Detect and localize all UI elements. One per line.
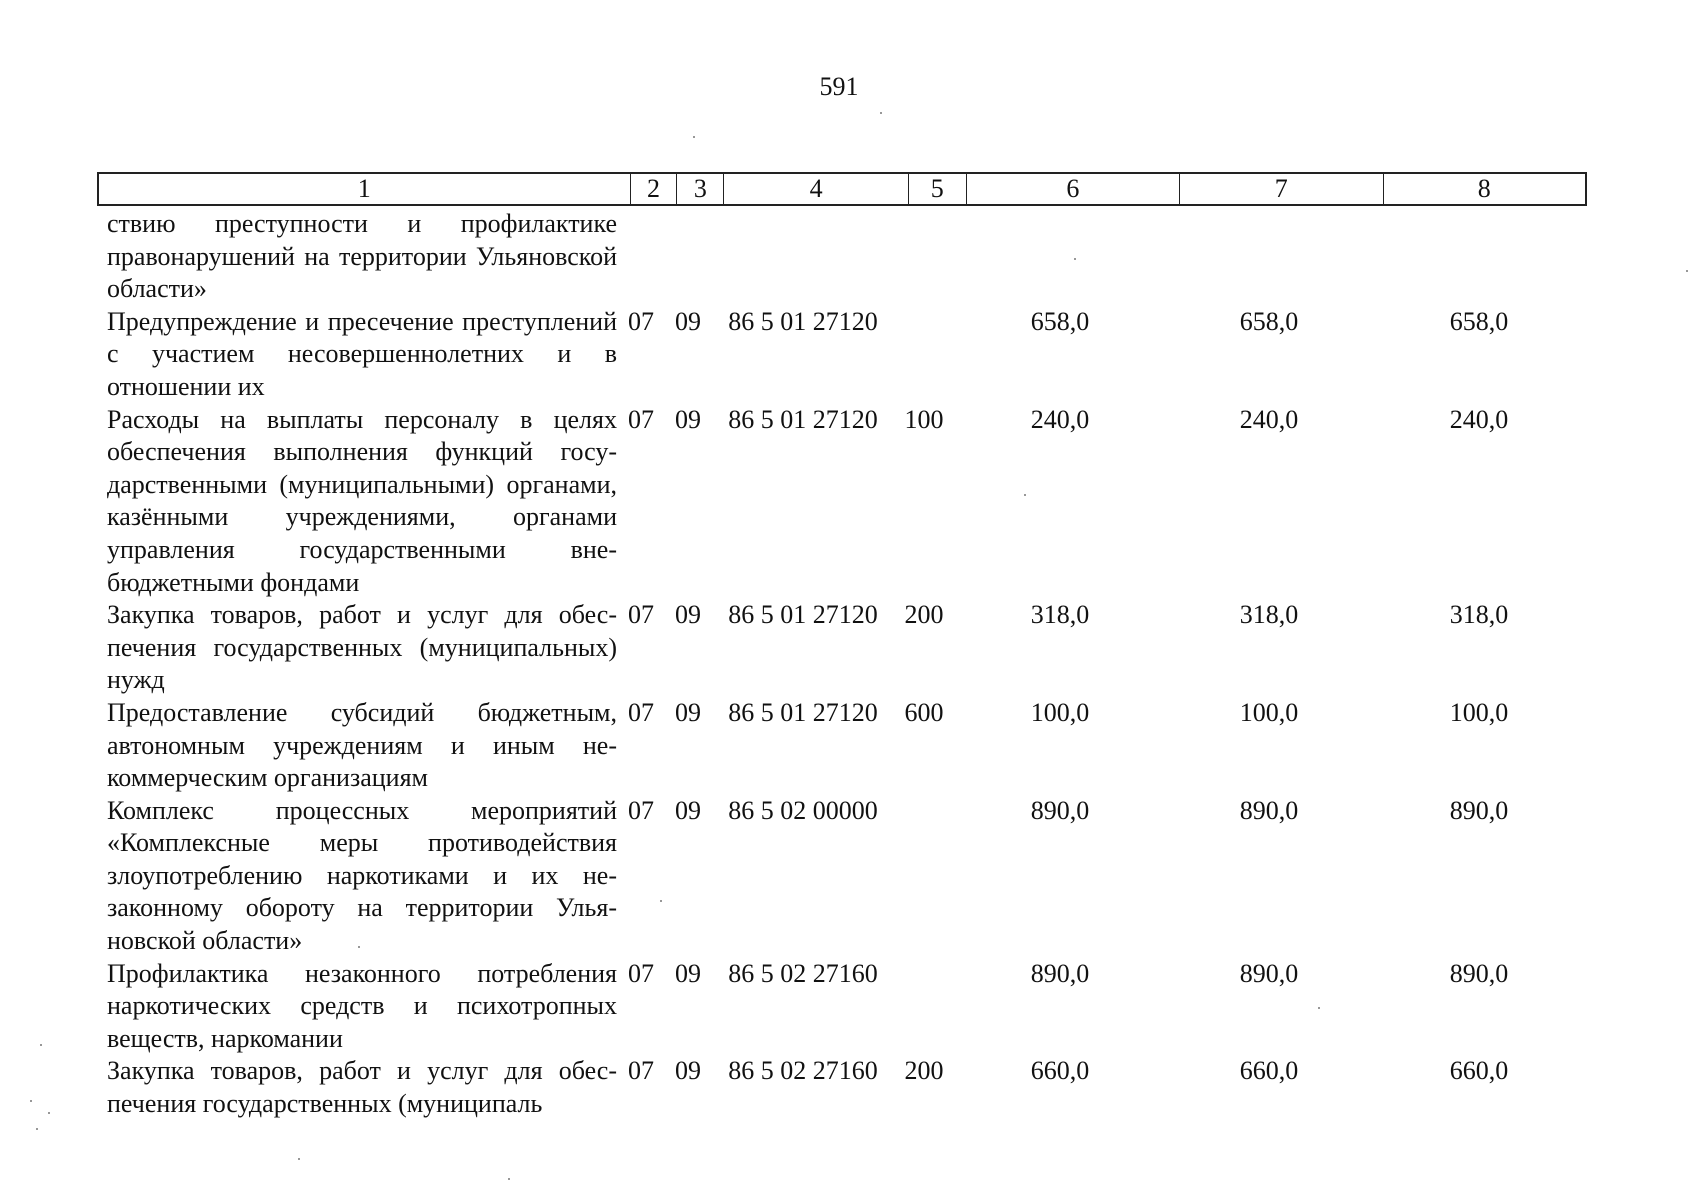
subsection-code: 09 <box>675 1056 701 1086</box>
expense-type-code <box>895 958 953 1056</box>
row-description: Комплекс процессных мероприятий «Комплексные меры противодействия злоупотреблению наркотиками и их незаконному обороту на территории Ульяновской области» <box>107 795 617 956</box>
amount-column-6: 318,0 <box>1030 600 1090 630</box>
expense-type-code <box>895 208 953 306</box>
scan-speck <box>693 136 695 138</box>
expense-type-code: 100 <box>904 404 944 434</box>
amount-column-6: 890,0 <box>1030 958 1090 988</box>
scan-speck <box>660 900 662 902</box>
subsection-code <box>665 208 711 306</box>
section-code: 07 <box>628 1056 654 1086</box>
amount-column-7: 660,0 <box>1239 1056 1299 1086</box>
section-code: 07 <box>628 958 654 988</box>
header-cell-5: 5 <box>909 174 967 204</box>
target-article-code: 86 5 01 27120 <box>728 306 878 336</box>
amount-column-7: 100,0 <box>1239 697 1299 727</box>
scan-speck <box>358 946 360 948</box>
page-number: 591 <box>819 72 859 101</box>
amount-column-6: 890,0 <box>1030 795 1090 825</box>
scan-speck <box>1074 258 1076 260</box>
column-number-header <box>97 172 1587 206</box>
subsection-code: 09 <box>675 958 701 988</box>
table-row <box>97 208 1587 306</box>
amount-column-7: 890,0 <box>1239 958 1299 988</box>
scan-speck <box>298 1158 300 1160</box>
scan-speck <box>1318 1007 1320 1009</box>
row-description: ствию преступности и профилактике правонарушений на территории Ульяновской области» <box>107 209 617 304</box>
row-description: Предоставление субсидий бюджетным, автономным учреждениям и иным некоммерческим организациям <box>107 697 617 793</box>
header-cell-4: 4 <box>724 174 909 204</box>
amount-column-7: 240,0 <box>1239 404 1299 434</box>
target-article-code: 86 5 02 27160 <box>728 1056 878 1086</box>
table-row <box>97 599 1587 697</box>
amount-column-8: 240,0 <box>1449 404 1509 434</box>
section-code <box>617 208 665 306</box>
row-description: Предупреждение и пресечение преступлений с участием несовершеннолетних и в отношении их <box>107 306 617 401</box>
table-row <box>97 404 1587 600</box>
subsection-code: 09 <box>675 697 701 727</box>
section-code: 07 <box>628 697 654 727</box>
header-cell-1: 1 <box>99 174 631 204</box>
section-code: 07 <box>628 795 654 825</box>
amount-column-6: 660,0 <box>1030 1056 1090 1086</box>
amount-column-6 <box>953 208 1167 306</box>
amount-column-8: 890,0 <box>1449 795 1509 825</box>
amount-column-8 <box>1371 208 1587 306</box>
scan-speck <box>48 1112 50 1114</box>
row-description: Закупка товаров, работ и услуг для обеспечения государственных (муниципальных) нужд <box>107 600 617 695</box>
expense-type-code <box>895 795 953 958</box>
table-row <box>97 306 1587 404</box>
expense-type-code: 200 <box>904 600 944 630</box>
amount-column-8: 100,0 <box>1449 697 1509 727</box>
table-row <box>97 958 1587 1056</box>
expense-type-code <box>895 306 953 404</box>
amount-column-8: 890,0 <box>1449 958 1509 988</box>
header-cell-7: 7 <box>1180 174 1383 204</box>
amount-column-6: 100,0 <box>1030 697 1090 727</box>
amount-column-8: 658,0 <box>1449 306 1509 336</box>
amount-column-7: 318,0 <box>1239 600 1299 630</box>
header-cell-2: 2 <box>631 174 678 204</box>
expense-type-code: 200 <box>904 1056 944 1086</box>
target-article-code: 86 5 02 27160 <box>728 958 878 988</box>
amount-column-8: 660,0 <box>1449 1056 1509 1086</box>
row-description: Профилактика незаконного потребления наркотических средств и психотропных веществ, наркомании <box>107 958 617 1053</box>
subsection-code: 09 <box>675 795 701 825</box>
subsection-code: 09 <box>675 600 701 630</box>
amount-column-7: 890,0 <box>1239 795 1299 825</box>
row-description: Закупка товаров, работ и услуг для обеспечения государственных (муниципаль <box>107 1056 617 1119</box>
header-cell-3: 3 <box>677 174 724 204</box>
section-code: 07 <box>628 404 654 434</box>
scan-speck <box>1686 270 1688 272</box>
subsection-code: 09 <box>675 306 701 336</box>
target-article-code: 86 5 02 00000 <box>728 795 878 825</box>
target-article-code <box>711 208 895 306</box>
target-article-code: 86 5 01 27120 <box>728 404 878 434</box>
section-code: 07 <box>628 306 654 336</box>
target-article-code: 86 5 01 27120 <box>728 697 878 727</box>
scan-speck <box>40 1044 42 1046</box>
subsection-code: 09 <box>675 404 701 434</box>
section-code: 07 <box>628 600 654 630</box>
amount-column-6: 240,0 <box>1030 404 1090 434</box>
table-row <box>97 1055 1587 1120</box>
row-description: Расходы на выплаты персоналу в целях обеспечения выполнения функций государственными (муниципальными) органами, казёнными учреждениями, органами управления государственными внебюджетными фондами <box>107 404 617 597</box>
scan-speck <box>1024 494 1026 496</box>
amount-column-7: 658,0 <box>1239 306 1299 336</box>
scan-speck <box>880 112 882 114</box>
table-row <box>97 795 1587 958</box>
amount-column-6: 658,0 <box>1030 306 1090 336</box>
budget-table-body <box>97 208 1587 1121</box>
header-cell-6: 6 <box>967 174 1180 204</box>
scan-speck <box>36 1128 38 1130</box>
table-row <box>97 697 1587 795</box>
scan-speck <box>508 1178 510 1180</box>
scan-speck <box>30 1100 32 1102</box>
amount-column-7 <box>1167 208 1371 306</box>
amount-column-8: 318,0 <box>1449 600 1509 630</box>
target-article-code: 86 5 01 27120 <box>728 600 878 630</box>
expense-type-code: 600 <box>904 697 944 727</box>
header-cell-8: 8 <box>1477 174 1491 203</box>
